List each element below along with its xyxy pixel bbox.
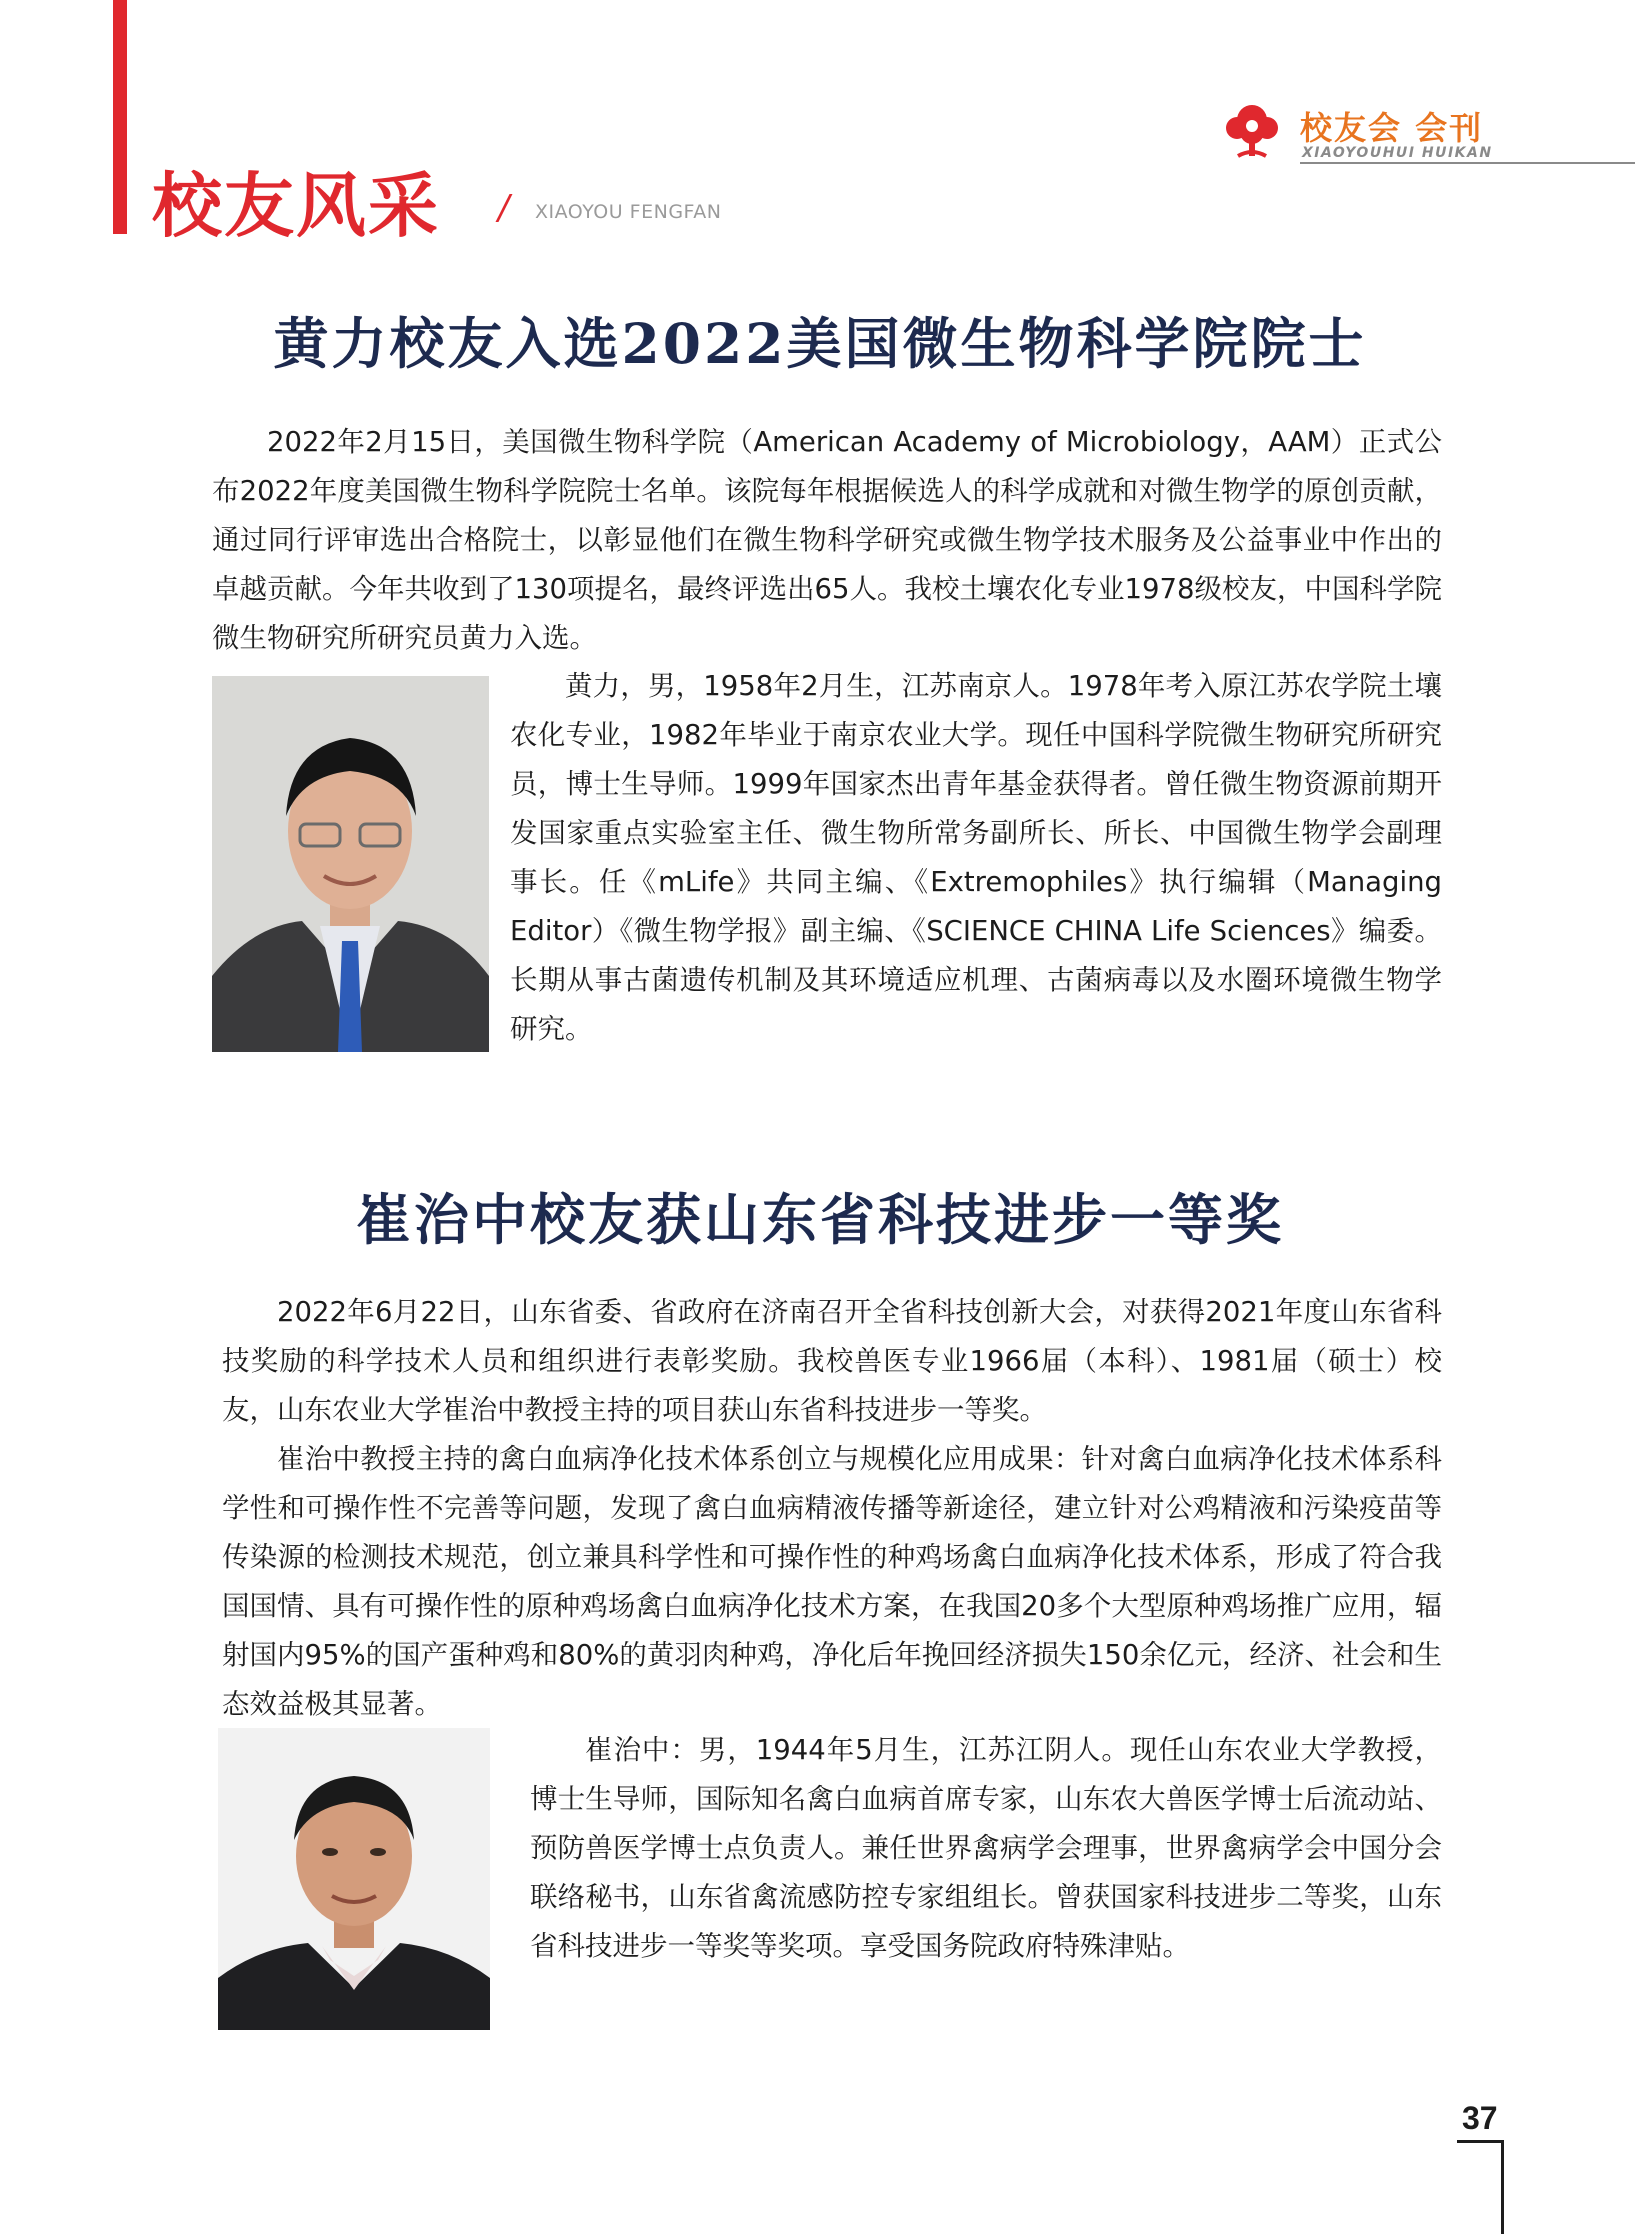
article-1-bio: 黄力，男，1958年2月生，江苏南京人。1978年考入原江苏农学院土壤农化专业，1982年毕业于南京农业大学。现任中国科学院微生物研究所研究员，博士生导师。1999年国家杰出青年基金获得者。曾任微生物资源前期开发国家重点实验室主任、微生物所常务副所长、所长、中国微生物学会副理事长。任《mLife》共同主编、《Extremophiles》执行编辑（Managing Editor）《微生物学报》副主编、《SCIENCE CHINA Life Sciences》编委。长期从事古菌遗传机制及其环境适应机理、古菌病毒以及水圈环境微生物学研究。 xyxy=(510,670,1442,1045)
article-2-bio: 崔治中：男，1944年5月生，江苏江阴人。现任山东农业大学教授，博士生导师，国际知名禽白血病首席专家，山东农大兽医学博士后流动站、预防兽医学博士点负责人。兼任世界禽病学会理事，世界禽病学会中国分会联络秘书，山东省禽流感防控专家组组长。曾获国家科技进步二等奖，山东省科技进步一等奖等奖项。享受国务院政府特殊津贴。 xyxy=(530,1734,1442,1962)
portrait-huang-li xyxy=(212,676,489,1052)
article-2-title: 崔治中校友获山东省科技进步一等奖 xyxy=(355,1187,1284,1252)
article-1-intro: 2022年2月15日，美国微生物科学院（American Academy of Microbiology，AAM）正式公布2022年度美国微生物科学院院士名单。该院每年根据候选人的科学成就和对微生物学的原创贡献，通过同行评审选出合格院士，以彰显他们在微生物科学研究或微生物学技术服务及公益事业中作出的卓越贡献。今年共收到了130项提名，最终评选出65人。我校土壤农化专业1978级校友，中国科学院微生物研究所研究员黄力入选。 xyxy=(212,426,1442,654)
header-divider xyxy=(1300,162,1635,164)
section-title: 校友风采 xyxy=(152,165,440,247)
title-slash: / xyxy=(498,188,510,228)
magazine-title: 校友会 会刊 xyxy=(1300,109,1484,147)
magazine-subtitle: XIAOYOUHUI HUIKAN xyxy=(1302,145,1493,161)
portrait-cui-zhizhong xyxy=(218,1728,490,2030)
tree-logo-icon xyxy=(1220,98,1284,162)
article-2-project: 崔治中教授主持的禽白血病净化技术体系创立与规模化应用成果：针对禽白血病净化技术体系科学性和可操作性不完善等问题，发现了禽白血病精液传播等新途径，建立针对公鸡精液和污染疫苗等传染源的检测技术规范，创立兼具科学性和可操作性的种鸡场禽白血病净化技术体系，形成了符合我国国情、具有可操作性的原种鸡场禽白血病净化技术方案，在我国20多个大型原种鸡场推广应用，辐射国内95%的国产蛋种鸡和80%的黄羽肉种鸡，净化后年挽回经济损失150余亿元，经济、社会和生态效益极其显著。 xyxy=(222,1443,1442,1720)
page-number: 37 xyxy=(1462,2100,1498,2136)
page-number-rule-vertical xyxy=(1501,2140,1504,2234)
section-subtitle: XIAOYOU FENGFAN xyxy=(535,201,722,223)
page-number-rule-horizontal xyxy=(1457,2140,1503,2143)
article-1-title: 黄力校友入选2022美国微生物科学院院士 xyxy=(273,311,1367,376)
section-accent-bar xyxy=(113,0,127,234)
article-2-intro: 2022年6月22日，山东省委、省政府在济南召开全省科技创新大会，对获得2021年度山东省科技奖励的科学技术人员和组织进行表彰奖励。我校兽医专业1966届（本科）、1981届（硕士）校友，山东农业大学崔治中教授主持的项目获山东省科技进步一等奖。 xyxy=(222,1296,1442,1426)
